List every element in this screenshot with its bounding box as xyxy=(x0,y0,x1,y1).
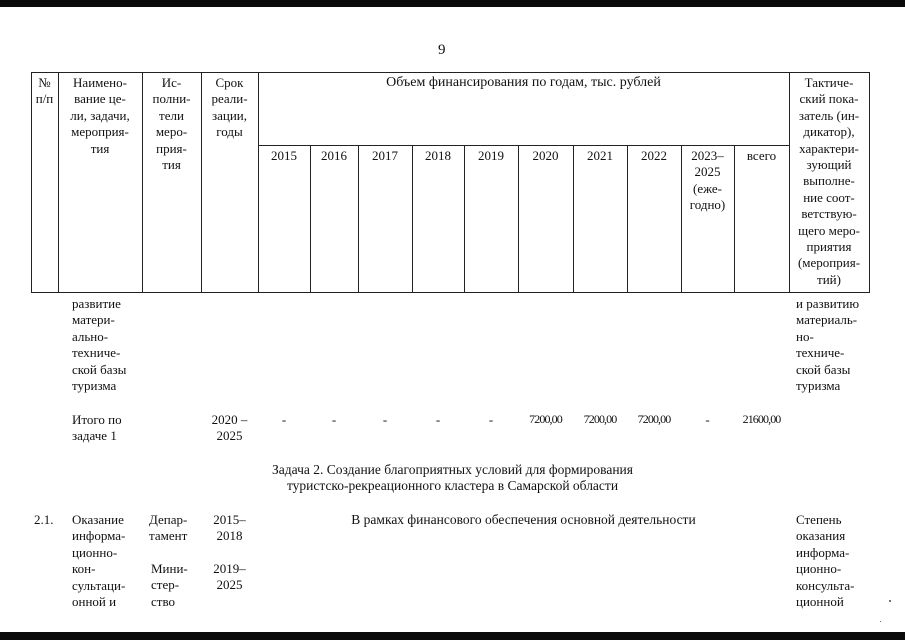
total-value-2017: - xyxy=(382,412,388,427)
row-2-1-period-first: 2015– 2018 xyxy=(213,512,246,544)
header-indicator: Тактиче- ский пока- затель (ин- дикатор), характери- зующий выполне- ние соот- ветствую- щего меро- приятия (мероприя- тий) xyxy=(797,75,861,287)
total-value-2021: 7200,00 xyxy=(583,412,617,426)
header-funding: Объем финансирования по годам, тыс. рублей xyxy=(386,75,661,90)
row-2-1-executor-ministry: Мини- стер- ство xyxy=(151,561,188,609)
row-2-1-period-second: 2019– 2025 xyxy=(213,561,246,593)
total-value-2016: - xyxy=(331,412,337,427)
total-value-2023-2025: - xyxy=(705,412,710,427)
total-row-label: Итого по задаче 1 xyxy=(72,412,122,444)
year-total: всего xyxy=(746,148,777,163)
total-value-sum: 21600,00 xyxy=(742,412,781,426)
year-2016: 2016 xyxy=(321,148,347,163)
total-value-2015: - xyxy=(281,412,287,427)
year-2017: 2017 xyxy=(372,148,398,163)
year-2018: 2018 xyxy=(425,148,451,163)
total-value-2020: 7200,00 xyxy=(529,412,562,426)
year-2023-2025: 2023– 2025 (еже- годно) xyxy=(689,148,726,213)
row-2-1-executor-department: Депар- тамент xyxy=(149,512,188,544)
row-2-1-number: 2.1. xyxy=(34,512,54,527)
total-value-2018: - xyxy=(435,412,441,427)
header-number: № п/п xyxy=(35,75,54,107)
scan-bottom-edge xyxy=(0,632,905,640)
header-period: Срок реали- зации, годы xyxy=(211,75,248,140)
scan-top-edge xyxy=(0,0,905,7)
row-2-1-indicator: Степень оказания информа- ционно- консульта- ционной xyxy=(796,512,855,610)
total-row-period: 2020 – 2025 xyxy=(211,412,248,444)
header-name: Наимено- вание це- ли, задачи, мероприя- тия xyxy=(70,75,130,156)
continued-row-name: развитие матери- ально- техниче- ской базы туризма xyxy=(72,296,127,394)
year-2021: 2021 xyxy=(587,148,613,163)
scan-speck xyxy=(880,621,881,622)
year-2022: 2022 xyxy=(641,148,667,163)
year-2020: 2020 xyxy=(532,148,559,163)
year-2015: 2015 xyxy=(271,148,297,163)
header-executors: Ис- полни- тели меро- прия- тия xyxy=(152,75,191,173)
row-2-1-funding-note: В рамках финансового обеспечения основной деятельности xyxy=(351,512,696,527)
continued-row-indicator: и развитию материаль- но- техниче- ской базы туризма xyxy=(796,296,860,394)
year-2019: 2019 xyxy=(478,148,504,163)
task-2-heading: Задача 2. Создание благоприятных условий для формирования туристско-рекреационного кластера в Самарской области xyxy=(272,462,633,494)
total-value-2022: 7200,00 xyxy=(637,412,671,426)
page-number: 9 xyxy=(438,42,446,58)
row-2-1-name: Оказание информа- ционно- кон- сультаци- онной и xyxy=(72,512,126,610)
total-value-2019: - xyxy=(488,412,494,427)
scan-speck xyxy=(889,600,891,602)
